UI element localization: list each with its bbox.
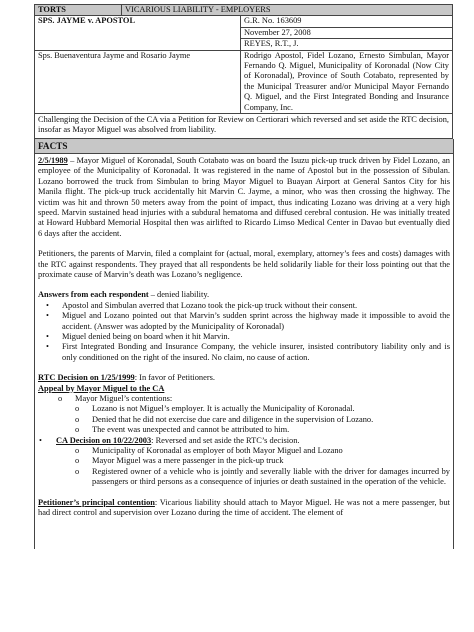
case-title: SPS. JAYME v. APOSTOL — [35, 16, 241, 50]
incident-date: 2/5/1989 — [38, 155, 68, 165]
ponente: REYES, R.T., J. — [241, 39, 453, 50]
ca-findings-list — [38, 446, 450, 488]
contentions-block — [38, 394, 450, 436]
rtc-decision: RTC Decision on 1/25/1999: In favor of Petitioners. — [38, 373, 215, 383]
contentions-list — [57, 404, 450, 435]
list-item: o The event was unexpected and cannot be attributed to him. — [92, 425, 450, 435]
contentions-label: Mayor Miguel’s contentions: — [75, 394, 173, 403]
facts-paragraph-1: 2/5/1989 – Mayor Miguel of Koronadal, South Cotabato was on board the Isuzu pick-up truck driven by Fidel Lozano, an employee of the Municipality of Koronadal. It was registered in the name of Apostol but in the possession of Sibulan. Lozano borrowed the truck from Simbulan to bring Mayor Miguel to Buayan Airport at General Santos City for his Manila flight. The pick-up truck accidentally hit Marvin C. Jayme, a minor, who was then crossing the highway. The victim was hit and thrown 50 meters away from the point of impact, thus indicating Lozano was driving at a very high speed. Marvin sustained head injuries with a subdural hematoma and diffused cerebral contusion. He was initially treated at Howard Hubbard Memorial Hospital then was airlifted to Ricardo Limso Medical Center in Davao but eventually died 6 days after the accident. — [38, 155, 450, 238]
case-header-table — [34, 4, 453, 139]
list-item: o Mayor Miguel was a mere passenger in the pick-up truck — [92, 456, 450, 466]
case-summary: Challenging the Decision of the CA via a Petition for Review on Certiorari which reversed and set aside the RTC decision, insofar as Mayor Miguel was absolved from liability. — [35, 114, 453, 139]
facts-body — [34, 154, 454, 549]
category-cell: TORTS — [35, 5, 122, 16]
list-item: • Miguel and Lozano pointed out that Marvin’s sudden sprint across the highway made it impossible to avoid the accident. (Answer was adopted by the Municipality of Koronadal) — [62, 311, 450, 332]
list-item: • Apostol and Simbulan averred that Lozano took the pick-up truck without their consent. — [62, 301, 450, 311]
list-item: o Municipality of Koronadal as employer of both Mayor Miguel and Lozano — [92, 446, 450, 456]
facts-paragraph-2: Petitioners, the parents of Marvin, filed a complaint for (actual, moral, exemplary, attorney’s fees and costs) damages with the RTC against respondents. They prayed that all respondents be held solidarily liable for their loss pointing out that the proximate cause of Marvin’s death was Lozano’s negligence. — [38, 249, 450, 279]
topic-cell: VICARIOUS LIABILITY - EMPLOYERS — [122, 5, 453, 16]
list-item: o Denied that he did not exercise due care and diligence in the supervision of Lozano. — [92, 415, 450, 425]
list-item: o Registered owner of a vehicle who is jointly and severally liable with the driver for damages incurred by passengers or third persons as a consequence of injuries or death sustained in the operation of the vehicle. — [92, 467, 450, 488]
ca-decision: • CA Decision on 10/22/2003: Reversed and set aside the RTC’s decision. — [39, 435, 300, 445]
appeal-heading: Appeal by Mayor Miguel to the CA — [38, 383, 165, 393]
petitioners: Sps. Buenaventura Jayme and Rosario Jayme — [35, 50, 241, 113]
decision-date: November 27, 2008 — [241, 27, 453, 38]
bullet-mark: o — [58, 394, 63, 403]
list-item: o Lozano is not Miguel’s employer. It is actually the Municipality of Koronadal. — [92, 404, 450, 414]
answers-heading: Answers from each respondent – denied liability. — [38, 290, 210, 300]
respondents: Rodrigo Apostol, Fidel Lozano, Ernesto Simbulan, Mayor Fernando Q. Miguel, Municipality of Koronadal (Now City of Koronadal), Province of South Cotabato, represented by the Municipal Treasurer and/or Municipal Mayor Fernando Q. Miguel, and the First Integrated Bonding and Insurance Company, Inc. — [241, 50, 453, 113]
facts-heading: FACTS — [34, 139, 454, 154]
list-item: • First Integrated Bonding and Insurance Company, the vehicle insurer, insisted contributory liability only and is only conditioned on the right of the insured. No claim, no cause of action. — [62, 342, 450, 363]
answers-list — [38, 301, 450, 363]
bullet-mark: • — [39, 435, 42, 445]
case-digest-page — [34, 4, 452, 549]
gr-number: G.R. No. 163609 — [241, 16, 453, 27]
principal-contention: Petitioner’s principal contention: Vicarious liability should attach to Mayor Miguel. He was not a mere passenger, but had direct control and supervision over Lozano during the time of accident. The element of — [38, 497, 451, 518]
list-item: • Miguel denied being on board when it hit Marvin. — [62, 332, 450, 342]
